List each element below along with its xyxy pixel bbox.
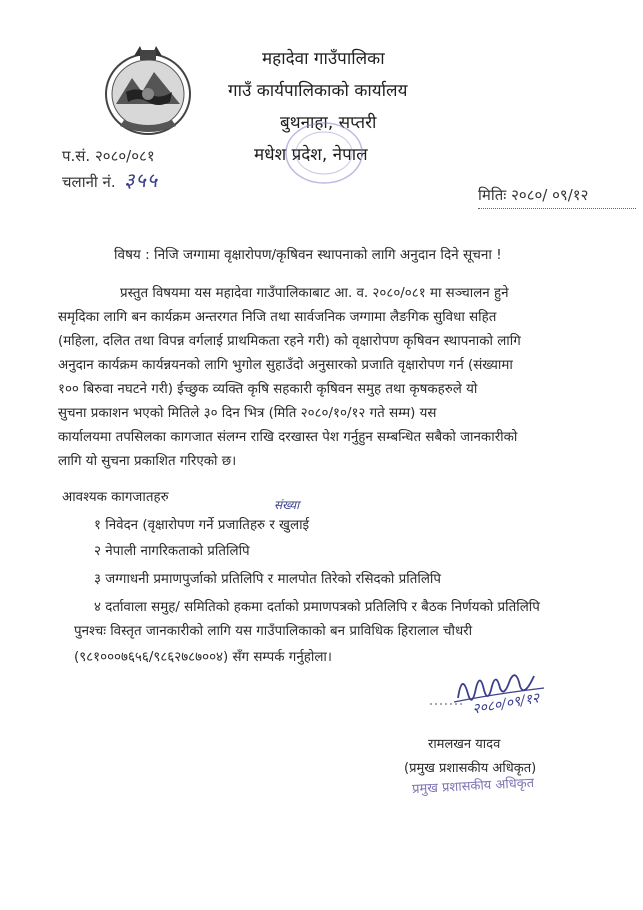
documents-heading: आवश्यक कागजातहरु [62,490,169,505]
reference-number: प.सं. २०८०/०८१ [62,147,155,165]
office-round-stamp-icon [282,118,366,188]
date-underline [478,208,636,209]
body-line: (महिला, दलित तथा विपन्न वर्गलाई प्राथमिकता रहने गरी) को वृक्षारोपण कृषिवन स्थापनाको लागि [58,334,521,349]
province-country: मधेश प्रदेश, नेपाल [254,145,368,165]
body-line: प्रस्तुत विषयमा यस महादेवा गाउँपालिकाबाट आ. व. २०८०/०८१ मा सञ्चालन हुने [120,286,509,301]
document-item: ३ जग्गाधनी प्रमाणपुर्जाको प्रतिलिपि र मालपोत तिरेको रसिदको प्रतिलिपि [94,572,442,587]
nepal-emblem-icon [98,42,198,140]
body-line: १०० बिरुवा नघटने गरी) ईच्छुक व्यक्ति कृषि सहकारी कृषिवन समुह तथा कृषकहरुले यो [58,382,478,397]
body-line: कार्यालयमा तपसिलका कागजात संलग्न राखि दरखास्त पेश गर्नुहुन सम्बन्धित सबैको जानकारीको [58,430,518,445]
document-item: ४ दर्तावाला समुह/ समितिको हकमा दर्ताको प्रमाणपत्रको प्रतिलिपि र बैठक निर्णयको प्रतिलिपि [94,600,540,615]
office-name: गाउँ कार्यपालिकाको कार्यालय [228,81,408,101]
body-paragraph [58,282,578,474]
office-location: बुथनाहा, सप्तरी [280,113,377,133]
dispatch-label: चलानी नं. [62,173,116,191]
signature-date: २०८०/०९/१२ [471,690,541,718]
municipality-name: महादेवा गाउँपालिका [262,49,385,69]
dispatch-number: ३५५ [124,168,159,192]
footer-line: (९८१०००७६५६/९८६२७८७००४) सँग सम्पर्क गर्नुहोला। [74,650,332,665]
signatory-name: रामलखन यादव [428,737,501,752]
body-line: समृदिका लागि बन कार्यक्रम अन्तरगत निजि तथा सार्वजनिक जग्गामा लैङगिक सुविधा सहित [58,310,497,325]
subject-line: विषय : निजि जग्गामा वृक्षारोपण/कृषिवन स्थापनाको लागि अनुदान दिने सूचना ! [114,247,502,263]
document-item: २ नेपाली नागरिकताको प्रतिलिपि [94,544,250,559]
signatory-designation: (प्रमुख प्रशासकीय अधिकृत) [404,761,537,776]
body-line: अनुदान कार्यक्रम कार्यन्नयनको लागि भुगोल सुहाउँदो अनुसारको प्रजाति वृक्षारोपण गर्न (संख्यामा [58,358,513,373]
document-item: १ निवेदन (वृक्षारोपण गर्ने प्रजातिहरु र खुलाई [94,518,310,533]
handwritten-insert: संख्या [274,498,300,512]
designation-stamp: प्रमुख प्रशासकीय अधिकृत [411,775,535,798]
body-line: लागि यो सुचना प्रकाशित गरिएको छ। [58,454,237,469]
body-line: सुचना प्रकाशन भएको मितिले ३० दिन भित्र (मिति २०८०/१०/१२ गते सम्म) यस [58,406,437,421]
footer-line: पुनश्चः विस्तृत जानकारीको लागि यस गाउँपालिकाको बन प्राविधिक हिरालाल चौधरी [74,624,473,639]
notice-date: मितिः २०८०/ ०९/१२ [478,186,589,204]
